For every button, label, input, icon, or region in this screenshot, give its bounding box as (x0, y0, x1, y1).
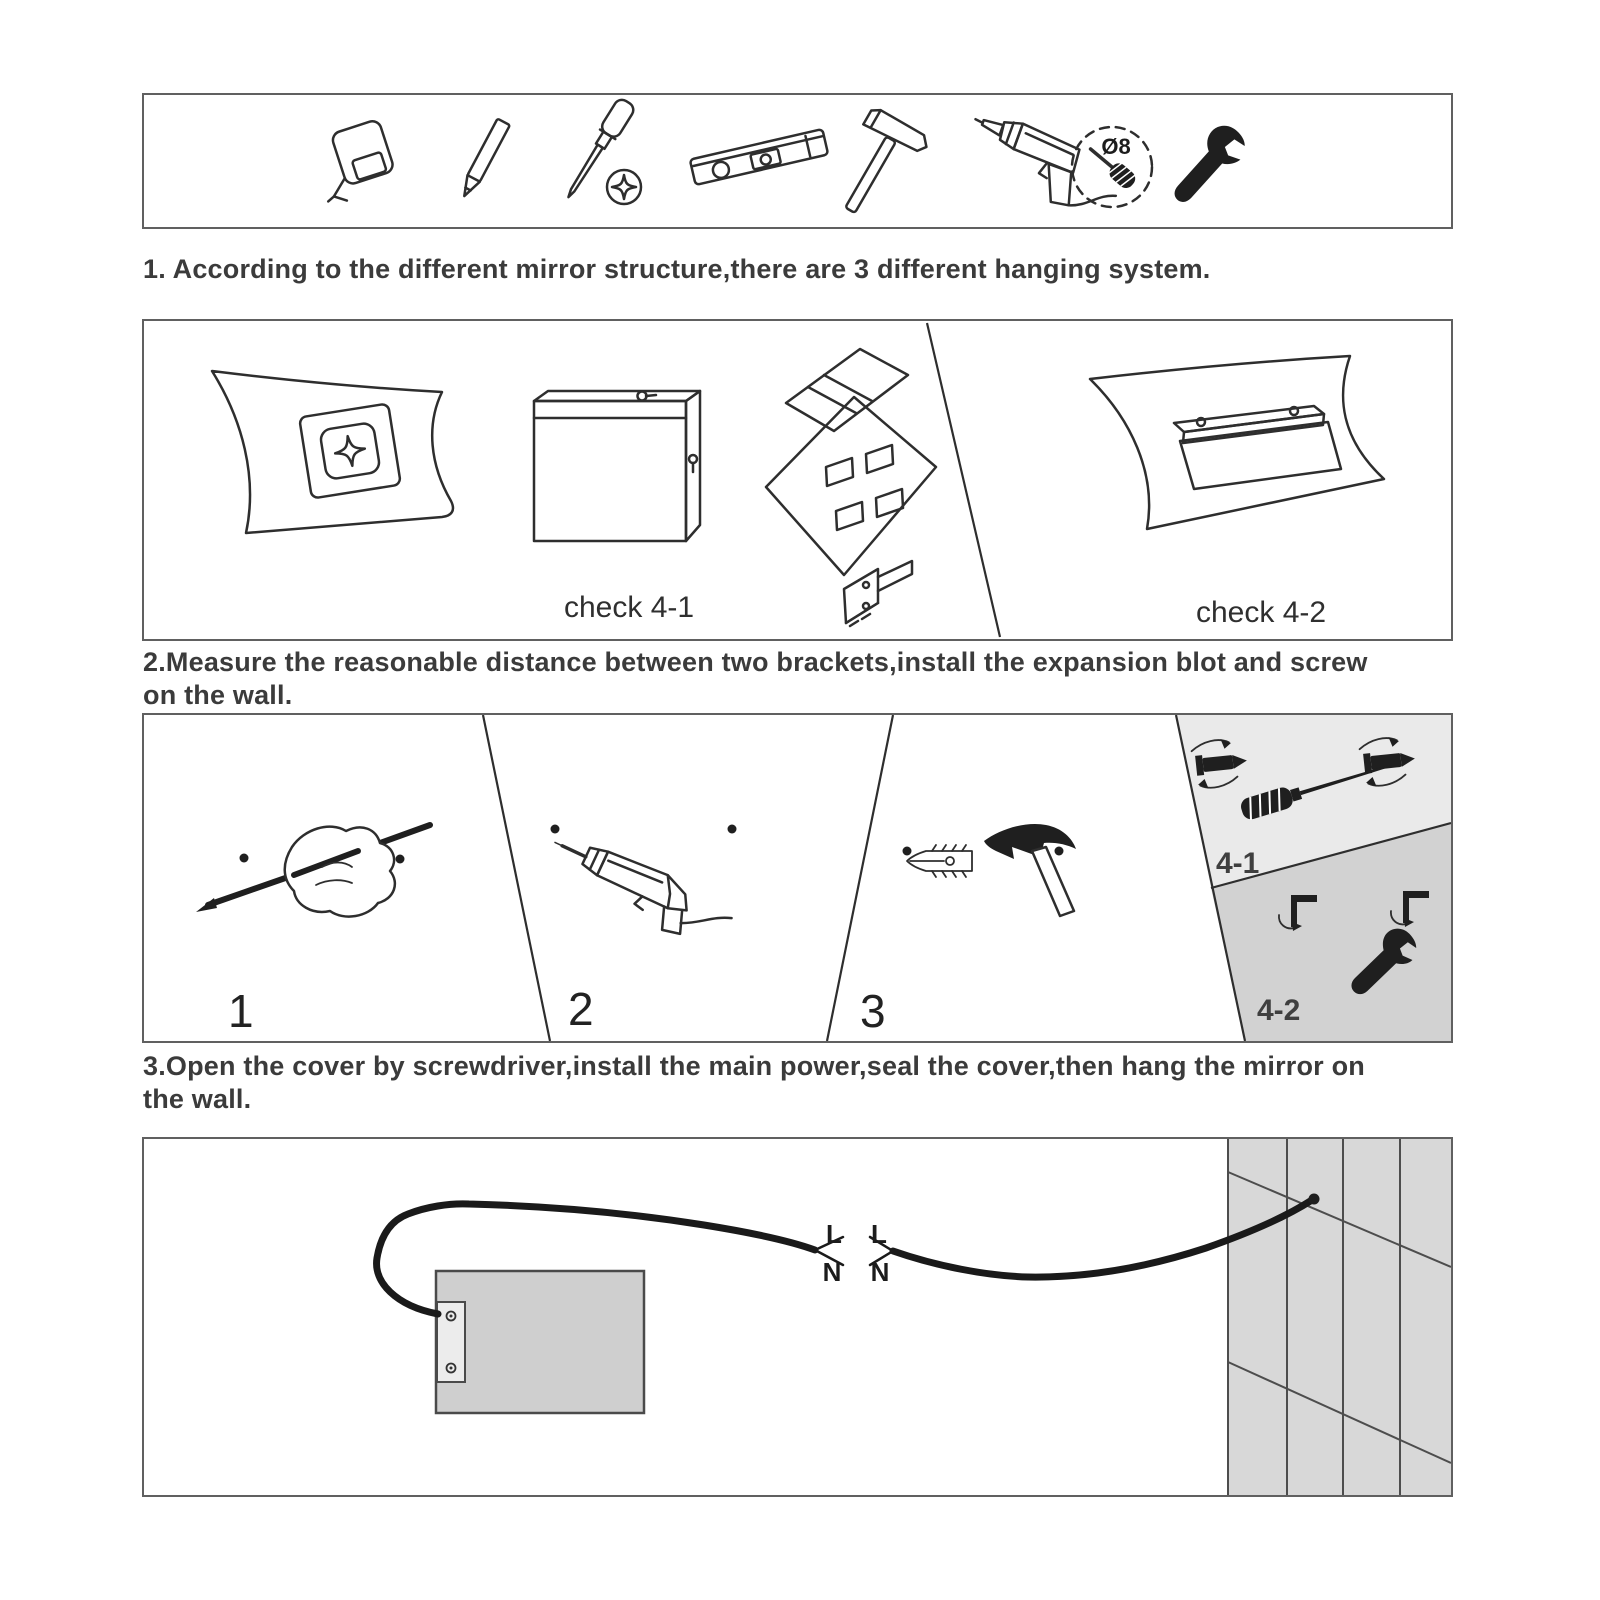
phillips-screwdriver-icon (560, 97, 636, 203)
neutral-label-left: N (822, 1257, 842, 1287)
check-4-1-label: check 4-1 (564, 591, 695, 624)
wrench-icon (1162, 119, 1253, 214)
instruction-step-3-line-2: the wall. (143, 1084, 252, 1114)
instruction-step-1 (143, 253, 1463, 286)
hanging-box-divider (927, 323, 1000, 637)
live-label-right: L (871, 1219, 887, 1249)
pencil-icon (458, 119, 510, 200)
keyhole-box-mirror-illustration (534, 391, 700, 541)
wiring-illustration (144, 1139, 1451, 1495)
tools-box (142, 93, 1453, 229)
mark-positions-illustration (196, 825, 430, 917)
cable-end-point (1309, 1194, 1320, 1205)
instruction-step-3 (143, 1050, 1463, 1116)
instruction-step-1-line-1: 1. According to the different mirror structure,there are 3 different hanging system. (143, 254, 1211, 284)
hammer-icon (823, 106, 931, 227)
spirit-level-icon (690, 129, 828, 185)
keyhole-plate-mirror-illustration (212, 371, 453, 533)
check-4-2-label: check 4-2 (1196, 596, 1327, 629)
hanging-systems-illustration (144, 321, 1451, 639)
tape-measure-icon (309, 119, 399, 206)
instruction-step-2 (143, 646, 1463, 712)
panel-2-number: 2 (568, 983, 594, 1035)
tiled-wall (1228, 1139, 1451, 1495)
live-label-left: L (826, 1219, 842, 1249)
drill-holes-illustration (541, 825, 737, 955)
panel-3-number: 3 (860, 985, 886, 1037)
rail-bracket-mirror-illustration (1090, 356, 1384, 529)
install-steps-box (142, 713, 1453, 1043)
wiring-box (142, 1137, 1453, 1497)
install-steps-illustration (144, 715, 1451, 1041)
instruction-step-2-line-1: 2.Measure the reasonable distance between two brackets,install the expansion blot and screw (143, 647, 1368, 677)
slot-bracket-mirror-illustration (766, 349, 936, 626)
panel-4-2-number: 4-2 (1257, 994, 1301, 1027)
tools-strip (144, 95, 1451, 227)
instruction-step-3-line-1: 3.Open the cover by screwdriver,install the main power,seal the cover,then hang the mirror on (143, 1051, 1365, 1081)
instruction-step-2-line-2: on the wall. (143, 680, 293, 710)
panel-4-1-number: 4-1 (1216, 847, 1260, 880)
hammer-anchor-illustration (903, 824, 1077, 916)
panel-1-number: 1 (228, 985, 254, 1037)
panel-divider-1 (483, 715, 550, 1041)
led-driver-box (436, 1271, 644, 1413)
hanging-systems-box (142, 319, 1453, 641)
neutral-label-right: N (870, 1257, 890, 1287)
drill-bit-size-label: Ø8 (1101, 134, 1131, 159)
phillips-bit-symbol-icon (607, 170, 641, 204)
